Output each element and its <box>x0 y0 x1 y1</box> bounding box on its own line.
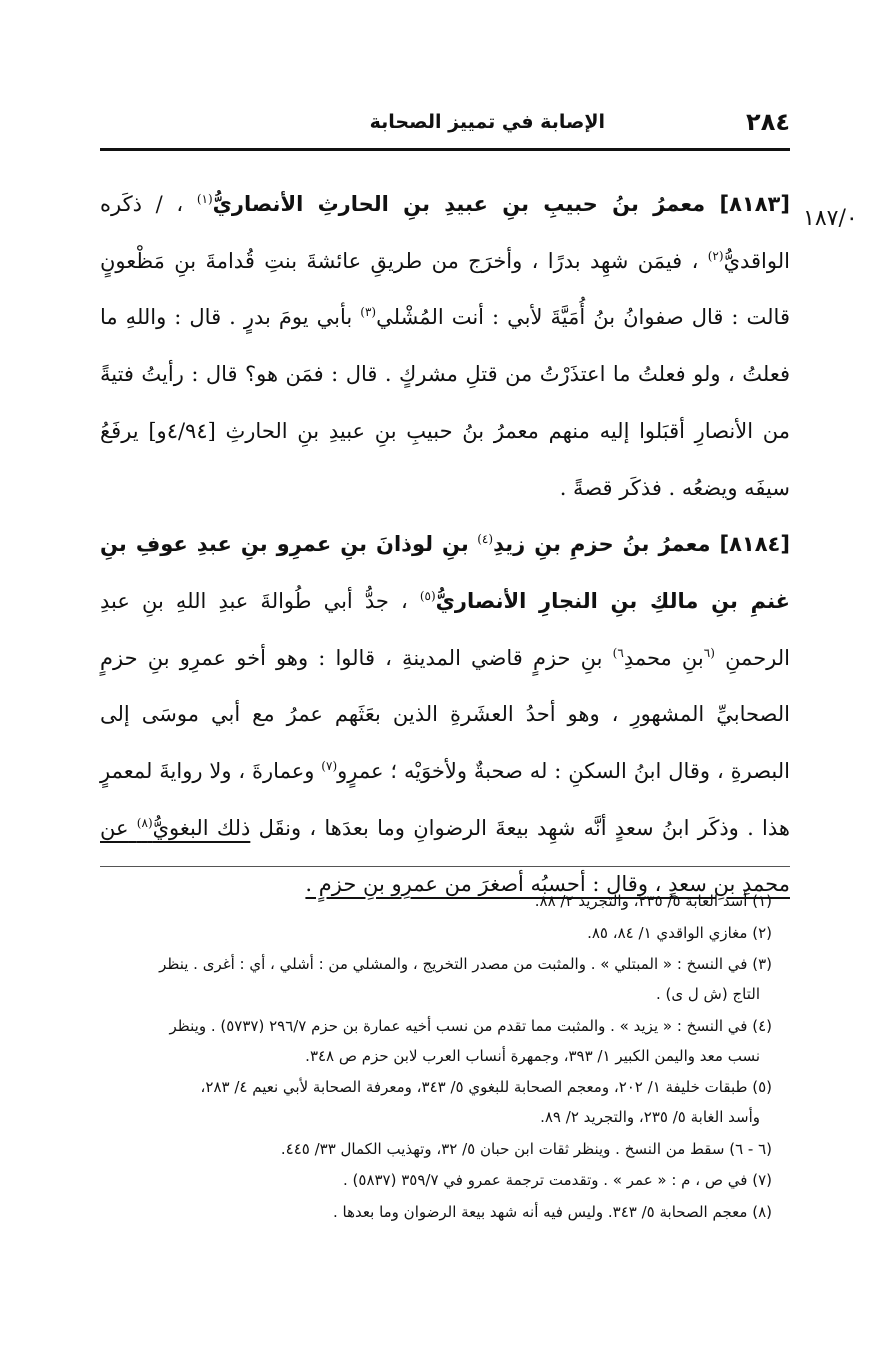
footnote-text: في النسخ : « المبتلي » . والمثبت من مصدر التخريج ، والمشلي من : أشلي ، أي : أغرى . ينظر <box>159 955 748 973</box>
footnote-marker: (٨) <box>136 815 153 830</box>
entry-heading-continued: بنِ لوذانَ بنِ عمرِو بنِ عبدِ عوفِ بنِ غنمِ بنِ مالكِ بنِ النجارِ الأنصاريُّ <box>100 532 790 613</box>
footnote-marker: (١) <box>196 192 213 206</box>
margin-reference: ١٨٧/٠ <box>803 206 858 231</box>
footnote-continuation: نسب معد واليمن الكبير ١/ ٣٩٣، وجمهرة أنساب العرب لابن حزم ص ٣٤٨. <box>305 1046 760 1065</box>
footnote-number: (٨) <box>752 1202 772 1221</box>
footnote-text: طبقات خليفة ١/ ٢٠٢، ومعجم الصحابة للبغوي ٥/ ٣٤٣، ومعرفة الصحابة لأبي نعيم ٤/ ٢٨٣، <box>200 1078 748 1096</box>
footnote-number: (٦ - ٦) <box>729 1139 772 1158</box>
footnote-text: مغازي الواقدي ١/ ٨٤، ٨٥. <box>587 923 748 942</box>
entry-8184 <box>100 516 790 913</box>
entry-text: ، جدُّ أبي طُوالةَ عبدِ اللهِ بنِ عبدِ الرحمنِ <box>100 588 790 670</box>
footnote-marker: ٦) <box>612 645 624 660</box>
footnote-7 <box>100 1165 790 1195</box>
entry-8183 <box>100 176 790 516</box>
footnote-marker: (٦ <box>703 645 715 660</box>
header-rule <box>100 148 790 151</box>
footnote-number: (٤) <box>752 1016 772 1035</box>
footnote-number: (١) <box>752 892 772 910</box>
footnote-marker: (٥) <box>419 588 436 603</box>
footnote-marker: (٢) <box>707 248 724 263</box>
footnote-marker: (٧) <box>321 759 338 774</box>
main-text <box>100 176 790 913</box>
footnote-3 <box>100 949 790 1009</box>
footnote-separator <box>100 866 790 867</box>
footnote-text: في ص ، م : « عمر » . وتقدمت ترجمة عمرو في ٣٥٩/٧ (٥٨٣٧) . <box>343 1171 748 1189</box>
entry-text: ذلك البغويُّ <box>152 815 251 840</box>
footnote-continuation: وأسد الغابة ٥/ ٢٣٥، والتجريد ٢/ ٨٩. <box>540 1108 760 1126</box>
footnote-number: (٢) <box>752 923 772 942</box>
entry-text: وعمارةَ ، ولا روايةَ لمعمرٍ هذا . وذكَر ابنُ سعدٍ أنَّه شهِد بيعةَ الرضوانِ وما بعدَها ، ونقَل <box>100 759 790 840</box>
footnotes <box>100 886 790 1228</box>
footnote-1 <box>100 886 790 916</box>
footnote-text: معجم الصحابة ٥/ ٣٤٣. وليس فيه أنه شهد بيعة الرضوان وما بعدها . <box>333 1202 748 1221</box>
footnote-number: (٧) <box>752 1171 772 1189</box>
footnote-marker: (٣) <box>360 305 377 320</box>
footnote-8 <box>100 1197 790 1227</box>
entry-text: عن محمدِ بنِ سعدٍ ، وقال : أحسبُه أصغرَ من عمرِو بنِ حزمٍ . <box>100 815 790 897</box>
entry-heading: [٨١٨٣] معمرُ بنُ حبيبِ بنِ عبيدِ بنِ الحارثِ الأنصاريُّ <box>212 192 790 216</box>
footnote-number: (٥) <box>752 1078 772 1096</box>
footnote-marker: (٤) <box>477 532 494 547</box>
running-title: الإصابة في تمييز الصحابة <box>369 111 605 133</box>
footnote-text: أسد الغابة ٥/ ٢٣٥، والتجريد ٢/ ٨٨. <box>534 892 748 910</box>
footnote-5 <box>100 1072 790 1132</box>
page-number: ٢٨٤ <box>746 108 790 136</box>
footnote-2 <box>100 918 790 948</box>
footnote-text: في النسخ : « يزيد » . والمثبت مما تقدم من نسب أخيه عمارة بن حزم ٢٩٦/٧ (٥٧٣٧) . وينظر <box>169 1016 748 1035</box>
footnote-number: (٣) <box>752 955 772 973</box>
entry-text: ، / ذكَره الواقديُّ <box>100 192 790 273</box>
footnote-text: سقط من النسخ . وينظر ثقات ابن حبان ٥/ ٣٢، وتهذيب الكمال ٣٣/ ٤٤٥. <box>280 1139 725 1158</box>
entry-text: بنِ حزمٍ قاضي المدينةِ ، قالوا : وهو أخو عمرِو بنِ حزمٍ الصحابيِّ المشهورِ ، وهو أحدُ العشَرةِ الذين بعَثَهم عمرُ مع أبي موسَى إلى البصرةِ ، وقال ابنُ السكنِ : له صحبةٌ ولأخوَيْه ؛ عمرٍو <box>100 645 790 784</box>
footnote-4 <box>100 1011 790 1071</box>
entry-text: ، فيمَن شهِد بدرًا ، وأخرَج من طريقِ عائشةَ بنتِ قُدامةَ بنِ مَظْعونٍ قالت : قال صفوانُ بنُ أُمَيَّةَ لأبي : أنت المُشْلي <box>100 248 790 330</box>
footnote-continuation: التاج (ش ل ى) . <box>655 985 760 1003</box>
entry-text: بأبي يومَ بدرٍ . قال : واللهِ ما فعلتُ ، ولو فعلتُ ما اعتذَرْتُ من قتلِ مشركٍ . قال : فمَن هو؟ قال : رأيتُ فتيةً من الأنصارِ أقبَلوا إليه منهم معمرُ بنُ حبيبِ بنِ عبيدِ بنِ الحارثِ [٤/٩٤و] يرفَعُ سيفَه ويضعُه . فذكَر قصةً . <box>100 305 790 500</box>
page-header <box>100 108 790 144</box>
entry-text: بنِ محمدِ <box>623 645 704 670</box>
footnote-6 <box>100 1134 790 1164</box>
entry-heading: [٨١٨٤] معمرُ بنُ حزمِ بنِ زيدِ <box>493 532 790 557</box>
